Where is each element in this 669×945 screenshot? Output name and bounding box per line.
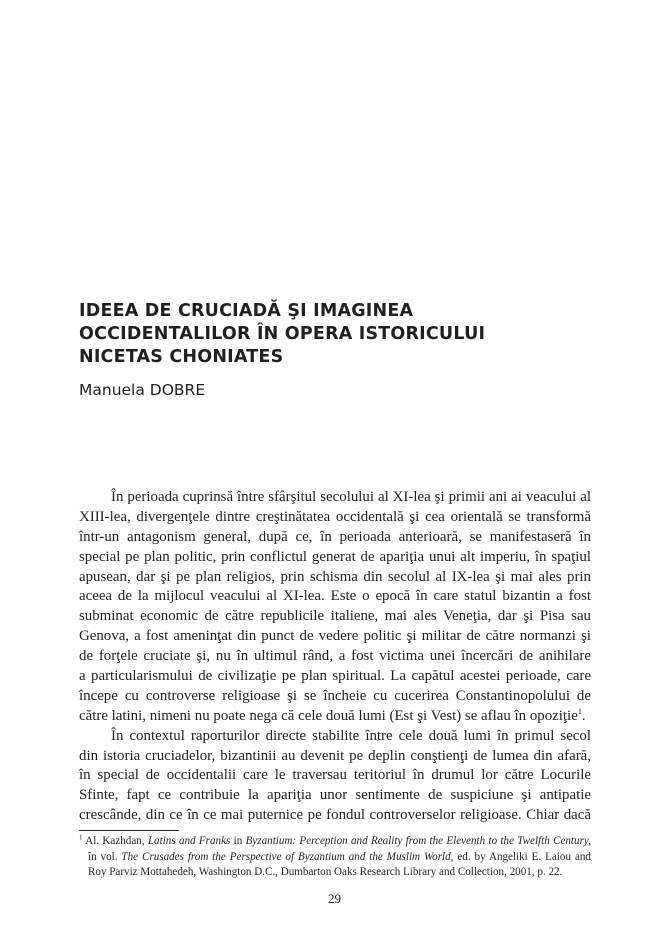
article-title-line: OCCIDENTALILOR ÎN OPERA ISTORICULUI [79,324,486,344]
article-title [79,300,599,369]
body-line-text: către latini, nimeni nu poate nega că cele două lumi (Est şi Vest) se aflau în opoziţie [79,707,578,724]
body-line: din istoria cruciadelor, bizantinii au devenit pe deplin conştienţi de lumea din afară, [79,747,591,764]
article-title-line: IDEEA DE CRUCIADĂ ŞI IMAGINEA [79,301,414,321]
footnote-mark: 1 [79,833,83,842]
body-line: de forţele cruciate şi, nu în ultimul rând, a fost victima unei încercări de anihilare [79,648,591,665]
body-line: crescânde, din ce în ce mai puternice pe fondul controverselor religioase. Chiar dacă [79,807,591,824]
footnote-line: în vol. The Crusades from the Perspective of Byzantium and the Muslim World, ed. by Angeliki E. Laiou and [88,850,591,863]
body-line: în special de occidentalii care le traversau teritoriul în drumul lor către Locurile [79,767,591,784]
body-line: către latini, nimeni nu poate nega că cele două lumi (Est şi Vest) se aflau în opoziţie$^1$. [79,706,586,724]
author-name: Manuela DOBRE [79,381,206,399]
body-text [79,488,591,826]
body-line: subminat economic de către republicile italiene, mai ales Veneţia, dar şi Pisa sau [79,608,591,625]
body-line: apusean, dar şi pe plan religios, prin schisma din secolul al IX-lea şi mai ales prin [79,568,591,585]
footnote-divider [79,830,179,831]
body-line: începe cu controverse religioase şi se încheie cu cucerirea Constantinopolului de [79,687,591,704]
body-line: a particularismului de civilizaţie pe plan spiritual. La capătul acestei perioade, care [79,668,591,685]
footnote-line: Roy Parviz Mottahedeh, Washington D.C., Dumbarton Oaks Research Library and Collection, 2001, p. 22. [88,866,563,878]
article-title-line: NICETAS CHONIATES [79,347,284,367]
page-number: 29 [328,891,341,906]
footnote [79,834,591,881]
footnote-line: $^1$ Al. Kazhdan, Latins and Franks in Byzantium: Perception and Reality from the Eleventh to the Twelfth Century, [79,833,591,847]
body-line: Sfinte, fapt ce contribuie la apariţia unor sentimente de suspiciune şi antipatie [79,787,591,804]
body-line: În contextul raporturilor directe stabilite între cele două lumi în primul secol [111,727,591,744]
body-line: într-un antagonism general, după ce, în perioada anterioară, se manifestaseră în [79,528,591,545]
body-line: aceea de la mijlocul veacului al XI-lea. Este o epocă în care statul bizantin a fost [79,588,591,605]
body-line: Genova, a fost ameninţat din punct de vedere politic şi militar de către normanzi şi [79,628,591,645]
body-line: În perioada cuprinsă între sfârşitul secolului al XI-lea şi primii ani ai veacului al [111,489,591,505]
body-line: XIII-lea, divergenţele dintre creştinătatea occidentală şi cea orientală se transformă [79,508,591,525]
body-line: special pe plan politic, prin conflictul generat de apariţia unui alt imperiu, în spaţiul [79,548,591,565]
footnote-reference[interactable]: 1 [577,706,582,716]
